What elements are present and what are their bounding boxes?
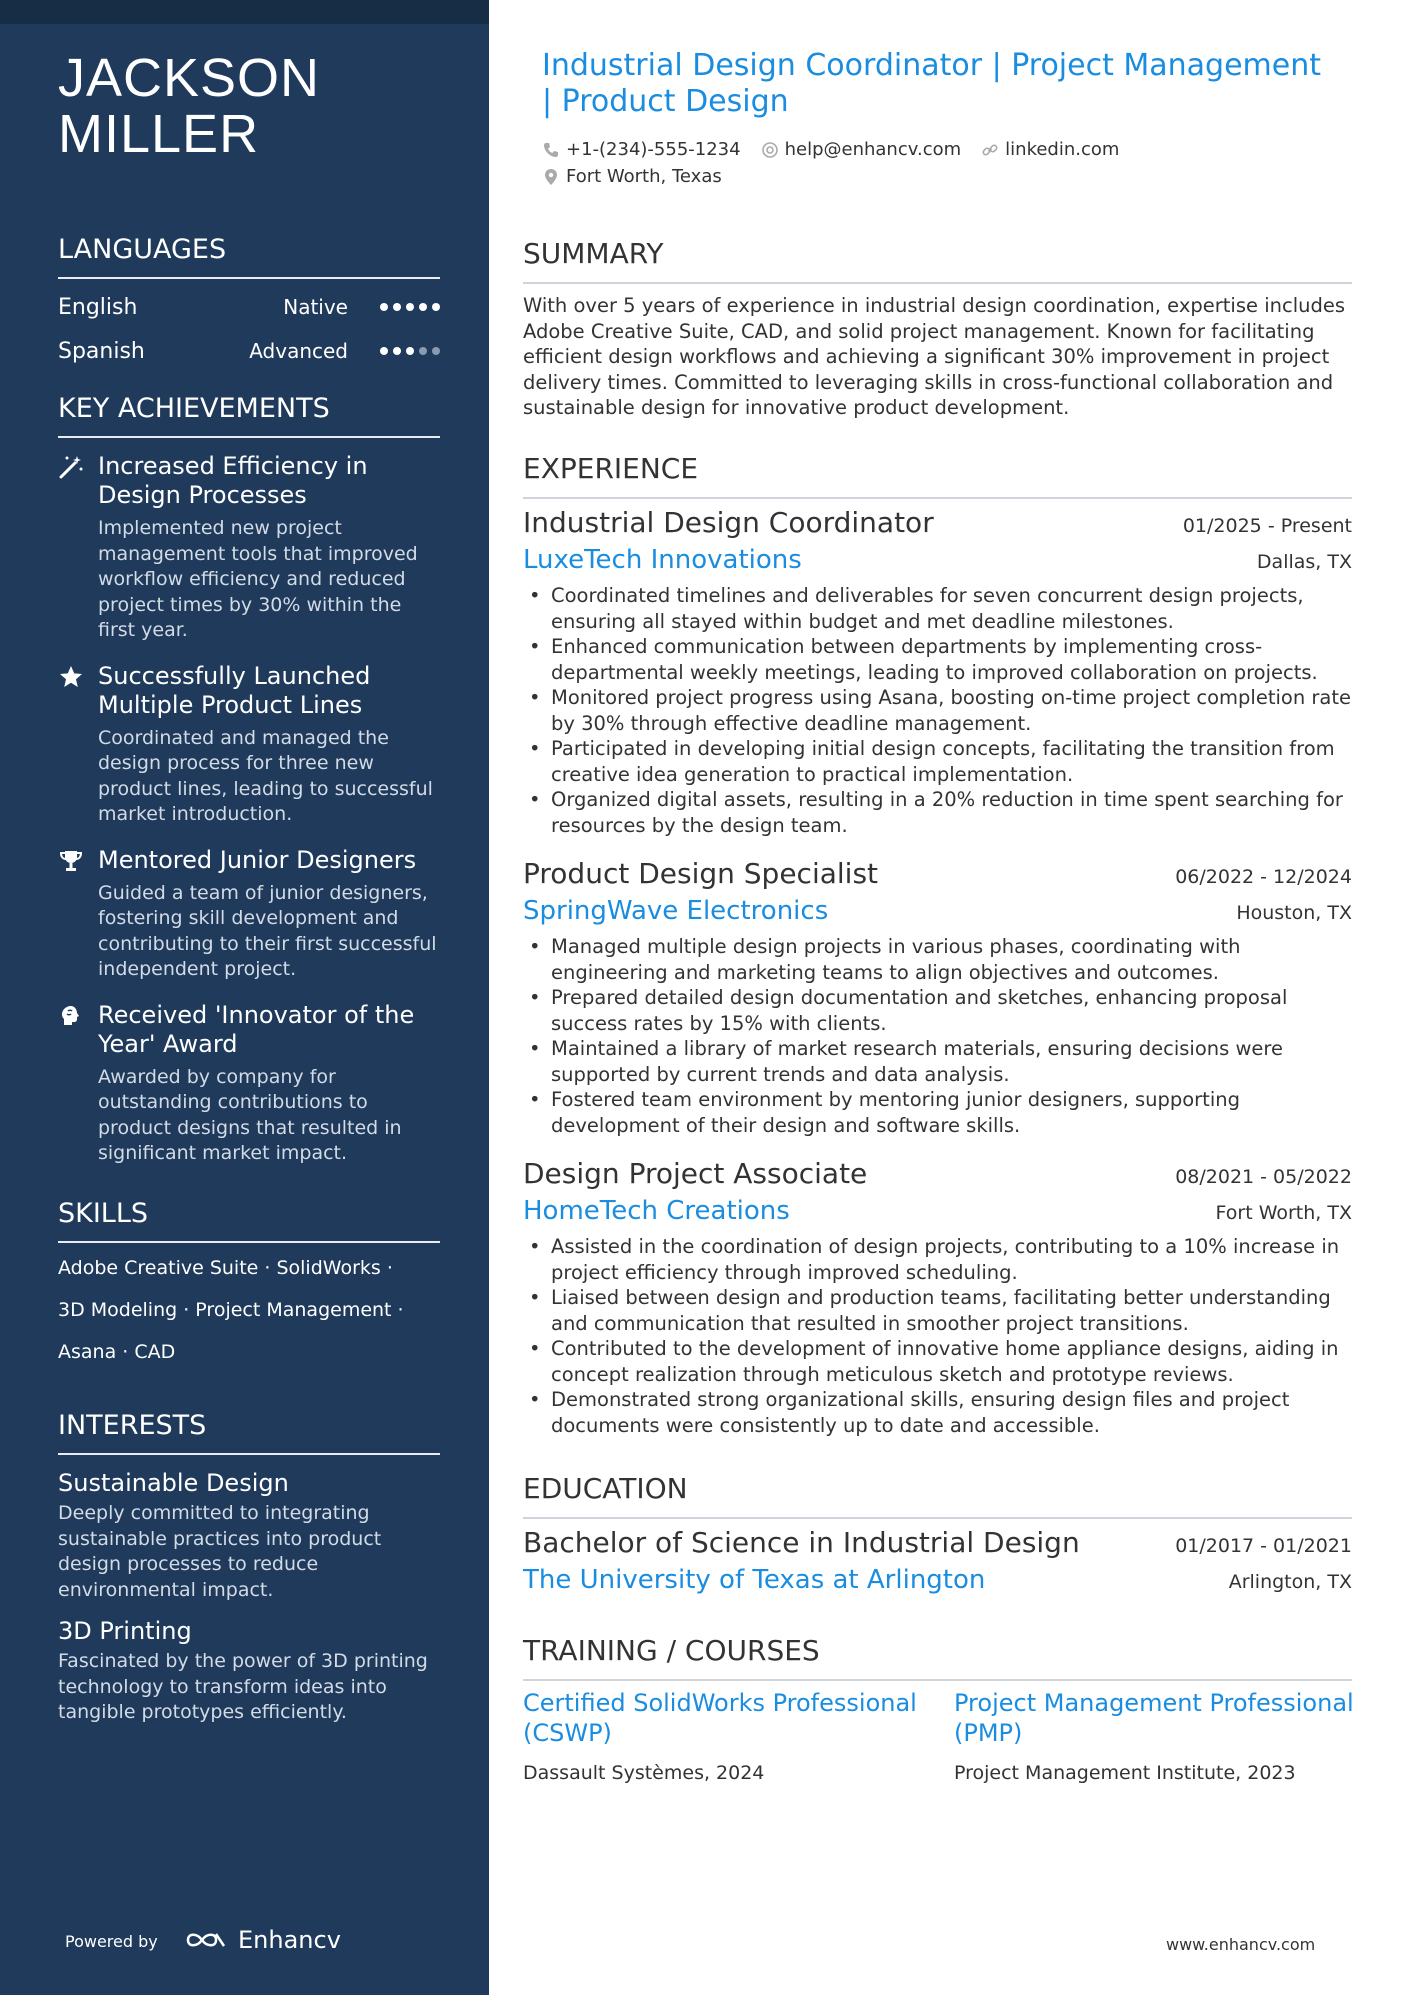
language-name: Spanish [58, 338, 145, 364]
sidebar-top-bar [0, 0, 489, 24]
achievement-title: Mentored Junior Designers [98, 845, 417, 874]
job-location: Houston, TX [1236, 902, 1352, 924]
proficiency-dot [393, 303, 401, 311]
achievement-desc: Guided a team of junior designers, fostering skill development and contributing to their first successful independent project. [98, 881, 437, 980]
job-dates: 01/2025 - Present [1182, 515, 1352, 537]
proficiency-dot [406, 303, 414, 311]
education-dates: 01/2017 - 01/2021 [1175, 1535, 1352, 1557]
skills-line: 3D Modeling · Project Management · [58, 1299, 404, 1321]
bullet-item: • Liaised between design and production teams, facilitating better understanding and communication that resulted in smoother project transitions. [523, 1285, 1352, 1336]
job-bullets [523, 583, 1352, 838]
achievement-title: Successfully Launched Multiple Product Lines [98, 661, 371, 719]
location-pin-icon [542, 168, 560, 186]
bullet-item: • Monitored project progress using Asana, boosting on-time project completion rate by 30% through effective deadline management. [523, 685, 1352, 736]
email-text: help@enhancv.com [784, 139, 962, 160]
achievement-item [58, 846, 440, 983]
bullet-item: • Managed multiple design projects in various phases, coordinating with engineering and marketing teams to align objectives and outcomes. [523, 934, 1352, 985]
job-dates: 08/2021 - 05/2022 [1175, 1166, 1352, 1188]
job-title: Product Design Specialist [523, 857, 879, 890]
last-name: MILLER [58, 104, 260, 164]
summary-heading: SUMMARY [523, 237, 1352, 284]
achievement-title: Received 'Innovator of the Year' Award [98, 1000, 415, 1058]
job-dates: 06/2022 - 12/2024 [1175, 866, 1352, 888]
enhancv-brand: Enhancv [238, 1926, 341, 1954]
candidate-name [58, 50, 320, 162]
skills-line: Adobe Creative Suite · SolidWorks · [58, 1257, 393, 1279]
achievement-item [58, 452, 440, 644]
proficiency-dot [406, 347, 414, 355]
achievement-desc: Awarded by company for outstanding contributions to product designs that resulted in significant market impact. [98, 1065, 402, 1164]
bullet-item: • Demonstrated strong organizational skills, ensuring design files and project documents were consistently up to date and accessible. [523, 1387, 1352, 1438]
at-icon [761, 141, 779, 159]
course-title[interactable]: Project Management Professional (PMP) [954, 1689, 1354, 1747]
bullet-item: • Enhanced communication between departments by implementing cross-departmental weekly meetings, leading to improved collaboration on projects. [523, 634, 1352, 685]
first-name: JACKSON [58, 48, 321, 108]
contact-row-2 [542, 166, 722, 187]
course-item [954, 1688, 1354, 1784]
interest-title: 3D Printing [58, 1617, 192, 1645]
achievements-heading: KEY ACHIEVEMENTS [58, 393, 440, 438]
language-name: English [58, 294, 138, 320]
language-level: Advanced [249, 339, 348, 363]
headline: Industrial Design Coordinator | Project Management | Product Design [542, 48, 1322, 119]
bullet-item: • Coordinated timelines and deliverables for seven concurrent design projects, ensuring all stayed within budget and met deadline milestones. [523, 583, 1352, 634]
experience-heading: EXPERIENCE [523, 452, 1352, 499]
skills-section [58, 1198, 440, 1373]
contact-email[interactable] [761, 139, 962, 160]
contact-linkedin[interactable] [981, 139, 1119, 160]
education-entry [523, 1526, 1352, 1595]
job-location: Dallas, TX [1256, 551, 1352, 573]
powered-by-label: Powered by [65, 1932, 158, 1951]
languages-heading: LANGUAGES [58, 234, 440, 279]
achievement-desc: Coordinated and managed the design process for three new product lines, leading to successful market introduction. [98, 726, 433, 825]
job-bullets [523, 934, 1352, 1138]
company-name[interactable]: SpringWave Electronics [523, 896, 829, 926]
skills-line: Asana · CAD [58, 1341, 176, 1363]
bullet-item: • Participated in developing initial design concepts, facilitating the transition from creative idea generation to practical implementation. [523, 736, 1352, 787]
school-location: Arlington, TX [1228, 1571, 1352, 1593]
experience-entry [523, 857, 1352, 1138]
brain-icon [58, 1003, 84, 1029]
achievement-desc: Implemented new project management tools that improved workflow efficiency and reduced project times by 30% within the first year. [98, 517, 418, 641]
company-name[interactable]: LuxeTech Innovations [523, 545, 802, 575]
magic-wand-icon [58, 454, 84, 480]
bullet-item: • Organized digital assets, resulting in a 20% reduction in time spent searching for resources by the design team. [523, 787, 1352, 838]
training-heading: TRAINING / COURSES [523, 1634, 1352, 1681]
contact-row [542, 139, 1119, 160]
course-title[interactable]: Certified SolidWorks Professional (CSWP) [523, 1689, 917, 1747]
proficiency-dots [380, 303, 440, 311]
language-row [58, 329, 440, 373]
bullet-item: • Contributed to the development of innovative home appliance designs, aiding in concept realization through meticulous sketch and prototype reviews. [523, 1336, 1352, 1387]
proficiency-dot [419, 347, 427, 355]
interest-desc: Fascinated by the power of 3D printing technology to transform ideas into tangible prototypes efficiently. [58, 1650, 428, 1723]
company-name[interactable]: HomeTech Creations [523, 1196, 790, 1226]
education-heading: EDUCATION [523, 1472, 1352, 1519]
achievements-section [58, 393, 440, 1167]
bullet-item: • Maintained a library of market research materials, ensuring decisions were supported by current trends and data analysis. [523, 1036, 1352, 1087]
interest-title: Sustainable Design [58, 1469, 289, 1497]
degree: Bachelor of Science in Industrial Design [523, 1526, 1080, 1559]
contact-phone [542, 139, 741, 160]
school-name[interactable]: The University of Texas at Arlington [523, 1565, 986, 1595]
achievement-item [58, 662, 440, 828]
proficiency-dot [380, 303, 388, 311]
trophy-icon [58, 848, 84, 874]
proficiency-dot [432, 303, 440, 311]
enhancv-logo-icon [184, 1928, 228, 1952]
experience-entry [523, 1157, 1352, 1438]
location-text: Fort Worth, Texas [566, 166, 722, 187]
proficiency-dot [380, 347, 388, 355]
sidebar [0, 0, 489, 1995]
course-org: Project Management Institute, 2023 [954, 1762, 1296, 1784]
interest-desc: Deeply committed to integrating sustainable practices into product design processes to reduce environmental impact. [58, 1502, 382, 1601]
course-org: Dassault Systèmes, 2024 [523, 1762, 765, 1784]
proficiency-dot [393, 347, 401, 355]
language-row [58, 285, 440, 329]
contact-location [542, 166, 722, 187]
skills-heading: SKILLS [58, 1198, 440, 1243]
linkedin-text: linkedin.com [1005, 139, 1120, 160]
phone-icon [542, 141, 560, 159]
bullet-item: • Assisted in the coordination of design projects, contributing to a 10% increase in project efficiency through improved scheduling. [523, 1234, 1352, 1285]
proficiency-dots [380, 347, 440, 355]
enhancv-logo[interactable] [184, 1926, 341, 1954]
bullet-item: • Fostered team environment by mentoring junior designers, supporting development of their design and software skills. [523, 1087, 1352, 1138]
proficiency-dot [432, 347, 440, 355]
link-icon [981, 141, 999, 159]
achievement-title: Increased Efficiency in Design Processes [98, 452, 368, 509]
interests-heading: INTERESTS [58, 1410, 440, 1455]
job-location: Fort Worth, TX [1215, 1202, 1352, 1224]
job-bullets [523, 1234, 1352, 1438]
language-level: Native [283, 295, 348, 319]
footer-url[interactable]: www.enhancv.com [1166, 1935, 1316, 1954]
languages-section [58, 234, 440, 373]
achievement-item [58, 1001, 440, 1167]
interests-section [58, 1410, 440, 1726]
experience-entry [523, 506, 1352, 838]
job-title: Design Project Associate [523, 1157, 868, 1190]
star-icon [58, 664, 84, 690]
course-item [523, 1688, 923, 1784]
job-title: Industrial Design Coordinator [523, 506, 934, 539]
proficiency-dot [419, 303, 427, 311]
summary-text: With over 5 years of experience in industrial design coordination, expertise includes Adobe Creative Suite, CAD, and solid project management. Known for facilitating efficient design workflows and achieving a significant 30% improvement in project delivery times. Committed to leveraging skills in cross-functional collaboration and sustainable design for innovative product development. [523, 294, 1345, 419]
phone-text: +1-(234)-555-1234 [566, 139, 741, 160]
bullet-item: • Prepared detailed design documentation and sketches, enhancing proposal success rates by 15% with clients. [523, 985, 1352, 1036]
